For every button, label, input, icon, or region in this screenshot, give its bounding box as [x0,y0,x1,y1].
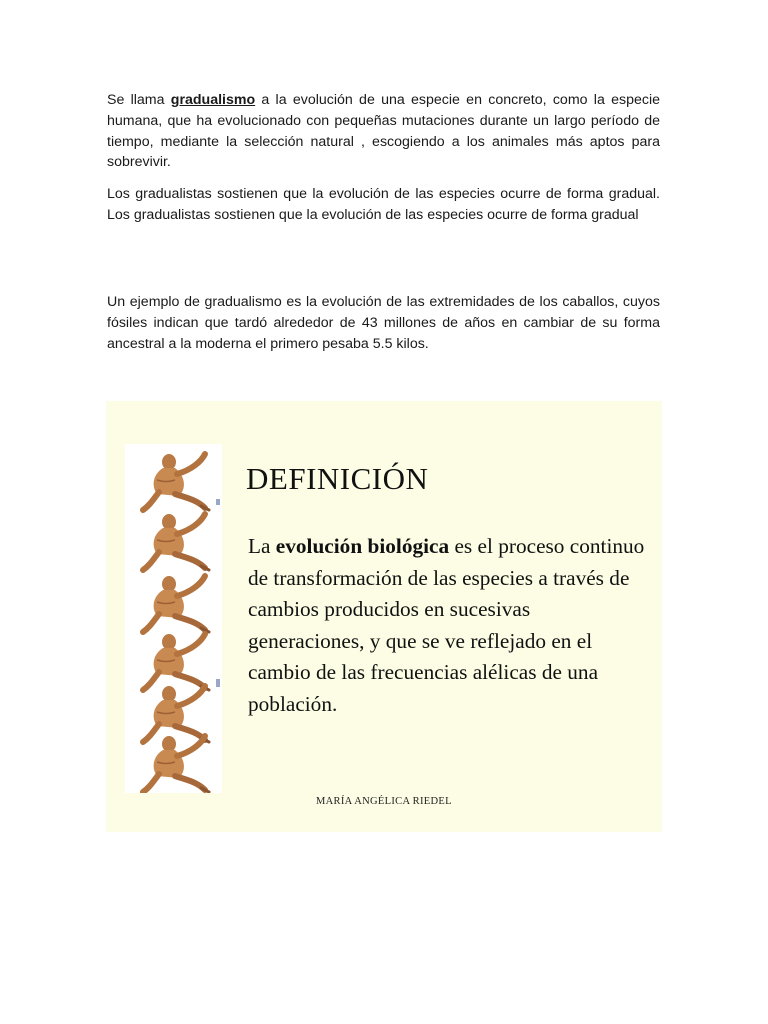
figure-5 [143,686,209,742]
paragraph-ejemplo-caballos: Un ejemplo de gradualismo es la evolución de las extremidades de los caballos, cuyos fósiles indican que tardó alrededor de 43 millones de años en cambiar de su forma ancestral a la moderna el primero pesaba 5.5 kilos. [107,294,660,352]
figure-2 [143,514,209,570]
definition-slide [106,401,662,832]
paragraph-gradualismo-definition [107,90,660,173]
slide-body-rest: es el proceso continuo de transformación de las especies a través de cambios producidos en sucesivas generaciones, y que se ve reflejado en el cambio de las frecuencias alélicas de una población. [248,534,645,716]
slide-author: MARÍA ANGÉLICA RIEDEL [316,796,452,807]
figure-4 [143,634,209,690]
figure-3 [143,576,209,632]
slide-body-lead: La [248,534,276,558]
p1-rest: a la evolución de una especie en concreto, como la especie humana, que ha evolucionado con pequeñas mutaciones durante un largo período de tiempo, mediante la selección natural , escogiendo a los animales más aptos para sobrevivir. [107,92,660,171]
paragraph-gradualistas: Los gradualistas sostienen que la evolución de las especies ocurre de forma gradual. Los gradualistas sostienen que la evolución de las especies ocurre de forma gradual [107,186,660,223]
slide-body-bold: evolución biológica [275,534,450,558]
keyword-gradualismo: gradualismo [170,92,256,108]
slide-title: DEFINICIÓN [246,461,429,496]
p1-lead: Se llama [107,92,171,108]
slide-definition-text [248,531,648,720]
figure-6 [143,736,209,792]
figure-1 [143,454,209,510]
human-evolution-figures-icon [125,444,222,793]
